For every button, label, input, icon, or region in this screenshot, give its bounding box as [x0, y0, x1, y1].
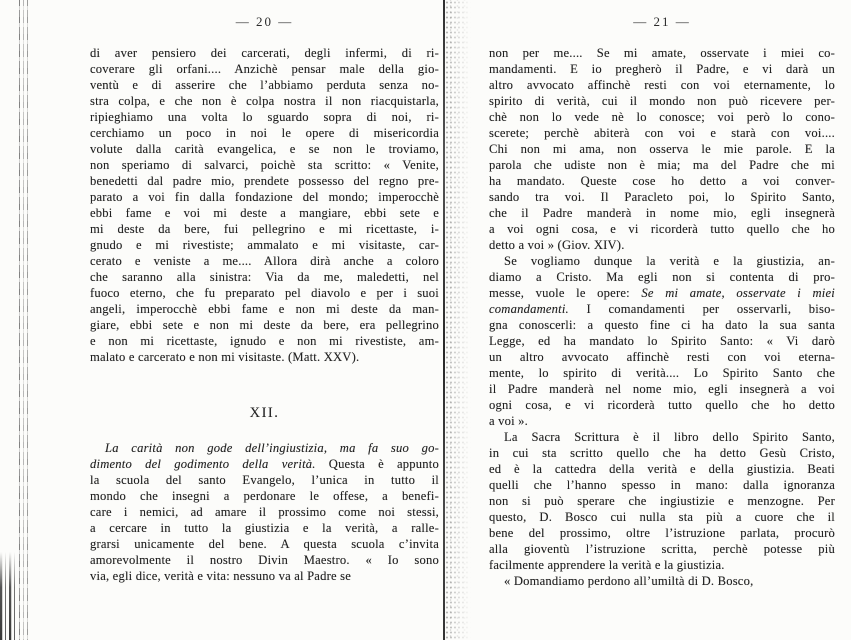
text-line: Chi non mi ama, non osserva le mie parole. E la: [489, 142, 835, 156]
page-gutter-speckle: [445, 0, 471, 640]
page-right: [489, 14, 835, 589]
text-line: Legge, ed ha mandato lo Spirito Santo: « Vi darò: [489, 334, 835, 348]
text-line: a voi ogni cosa, e vi ricorderà tutto quello che ho: [489, 222, 835, 236]
text-line: che saranno alla sinistra: Via da me, maledetti, nel: [90, 270, 439, 284]
page-left: [90, 14, 439, 584]
text-line: gnudo e mi rivestiste; ammalato e mi visitaste, car-: [90, 238, 439, 252]
text-line: grarsi unicamente del bene. A questa scuola c’invita: [90, 537, 439, 551]
text-line: ripieghiamo una volta lo sguardo sopra di noi, ri-: [90, 110, 439, 124]
page-number-right: — 21 —: [633, 14, 691, 29]
text-line: parola che udiste non è mia; ma del Padre che mi: [489, 158, 835, 172]
text-line: La carità non gode dell’ingiustizia, ma fa suo go-: [105, 441, 439, 455]
text-line: messe, vuole le opere: Se mi amate, osservate i miei: [489, 286, 835, 300]
text-line: il Padre manderà nel nome mio, egli insegnerà a voi: [489, 382, 835, 396]
text-line: chè non lo vede nè lo conosce; voi però lo cono-: [489, 110, 835, 124]
text-line: cerchiamo un poco in noi le opere di misericordia: [90, 126, 439, 140]
page-number-left: — 20 —: [235, 14, 294, 29]
text-line: non si può sperare che ingiustizie e menzogne. Per: [489, 494, 835, 508]
text-line: la scuola del santo Evangelo, l’unica in tutto il: [90, 473, 439, 487]
text-line: diamo a Cristo. Ma egli non si contenta di pro-: [489, 270, 835, 284]
text-line: ebbi fame e voi mi deste a mangiare, ebbi sete e: [90, 206, 439, 220]
text-line: scerete; perchè abiterà con voi e starà con voi....: [489, 126, 835, 140]
text-line: parato a voi fin dalla fondazione del mondo; imperocchè: [90, 190, 439, 204]
text-line: detto a voi » (Giov. XIV).: [489, 238, 625, 252]
text-line: alla gioventù l’istruzione scritta, perchè potesse più: [489, 542, 835, 556]
text-line: comandamenti. I comandamenti per osservarli, biso-: [489, 302, 835, 316]
text-line: mondo che insegni a perdonare le offese, a benefi-: [90, 489, 439, 503]
text-line: angeli, imperocchè ebbi fame e non mi deste da man-: [90, 302, 439, 316]
paragraph: [90, 45, 439, 365]
text-line: facilmente apprendere la verità e la giustizia.: [489, 558, 725, 572]
text-line: malato e carcerato e non mi visitaste. (Matt. XXV).: [90, 350, 360, 364]
text-line: mente, lo spirito di verità.... Lo Spirito Santo che: [489, 366, 835, 380]
page-body-left: [90, 45, 439, 584]
page-body-right: [489, 45, 835, 589]
text-line: a voi ».: [489, 414, 529, 428]
text-line: quelli che l’hanno spesso in mano: dalla ignoranza: [489, 478, 835, 492]
text-line: mandamenti. E io pregherò il Padre, e vi darà un: [489, 62, 835, 76]
text-line: dimento del godimento della verità. Questa è appunto: [90, 457, 439, 471]
text-line: ed è la cattedra della verità e della giustizia. Beati: [489, 462, 835, 476]
text-line: « Domandiamo perdono all’umiltà di D. Bosco,: [504, 574, 754, 588]
text-line: che il Padre manderà in nome mio, egli insegnerà: [489, 206, 835, 220]
text-line: benedetti dal padre mio, prendete possesso del regno pre-: [90, 174, 439, 188]
text-line: cerato e veniste a me.... Allora dirà anche a coloro: [90, 254, 439, 268]
text-line: via, egli dice, verità e vita: nessuno va al Padre se: [90, 569, 351, 583]
text-line: di aver pensiero dei carcerati, degli infermi, di ri-: [90, 46, 439, 60]
paragraph: [489, 253, 835, 429]
paragraph: [489, 573, 835, 589]
text-line: in cui sta scritto quello che ha detto Gesù Cristo,: [489, 446, 835, 460]
text-line: un altro avvocato affinchè resti con voi eterna-: [489, 350, 835, 364]
book-spine-shadow: [17, 0, 31, 640]
text-line: e non mi ricettaste, ignudo e non mi rivestiste, am-: [90, 334, 439, 348]
text-line: a cercare in tutto la giustizia e la verità, a ralle-: [90, 521, 439, 535]
text-line: care i nemici, ad amare il prossimo come noi stessi,: [90, 505, 439, 519]
text-line: non per me.... Se mi amate, osservate i miei co-: [489, 46, 835, 60]
text-line: stra colpa, e che non è colpa nostra il non riacquistarla,: [90, 94, 439, 108]
text-line: Se vogliamo dunque la verità e la giustizia, an-: [504, 254, 835, 268]
text-line: La Sacra Scrittura è il libro dello Spirito Santo,: [504, 430, 835, 444]
text-line: ha mandato. Queste cose ho detto a voi conver-: [489, 174, 835, 188]
text-line: spirito di verità, cui il mondo non può ricevere per-: [489, 94, 835, 108]
text-line: non speriamo di salvarci, poichè sta scritto: « Venite,: [90, 158, 439, 172]
text-line: gna conoscerli: a questo fine ci ha dato la sua santa: [489, 318, 835, 332]
paragraph: [489, 45, 835, 253]
text-line: giare, ebbi sete e non mi deste da bere, era pellegrino: [90, 318, 439, 332]
text-line: sando tra voi. Il Paracleto poi, lo Spirito Santo,: [489, 190, 835, 204]
text-line: questo, D. Bosco cui nulla sta più a cuore che il: [489, 510, 835, 524]
text-line: mi deste da bere, fui pellegrino e mi ricettaste, i-: [90, 222, 439, 236]
text-line: fuoco eterno, che fu preparato pel diavolo e per i suoi: [90, 286, 439, 300]
text-line: volute dalla carità evangelica, e se non le troviamo,: [90, 142, 439, 156]
paragraph: [489, 429, 835, 573]
text-line: ogni cosa, e vi ricorderà tutto quello che ho detto: [489, 398, 835, 412]
text-line: coverare gli orfani.... Anzichè pensar male della gio-: [90, 62, 439, 76]
text-line: ventù e di asserire che l’abbiamo perduta senza no-: [90, 78, 439, 92]
text-line: altro avvocato affinchè resti con voi eternamente, lo: [489, 78, 835, 92]
text-line: bene del prossimo, oltre l’istruzione parlata, procurò: [489, 526, 835, 540]
paragraph: [90, 440, 439, 584]
section-heading: XII.: [249, 405, 280, 421]
text-line: amorevolmente il nostro Divin Maestro. « Io sono: [90, 553, 439, 567]
scan-corner-smudge: [0, 552, 18, 640]
